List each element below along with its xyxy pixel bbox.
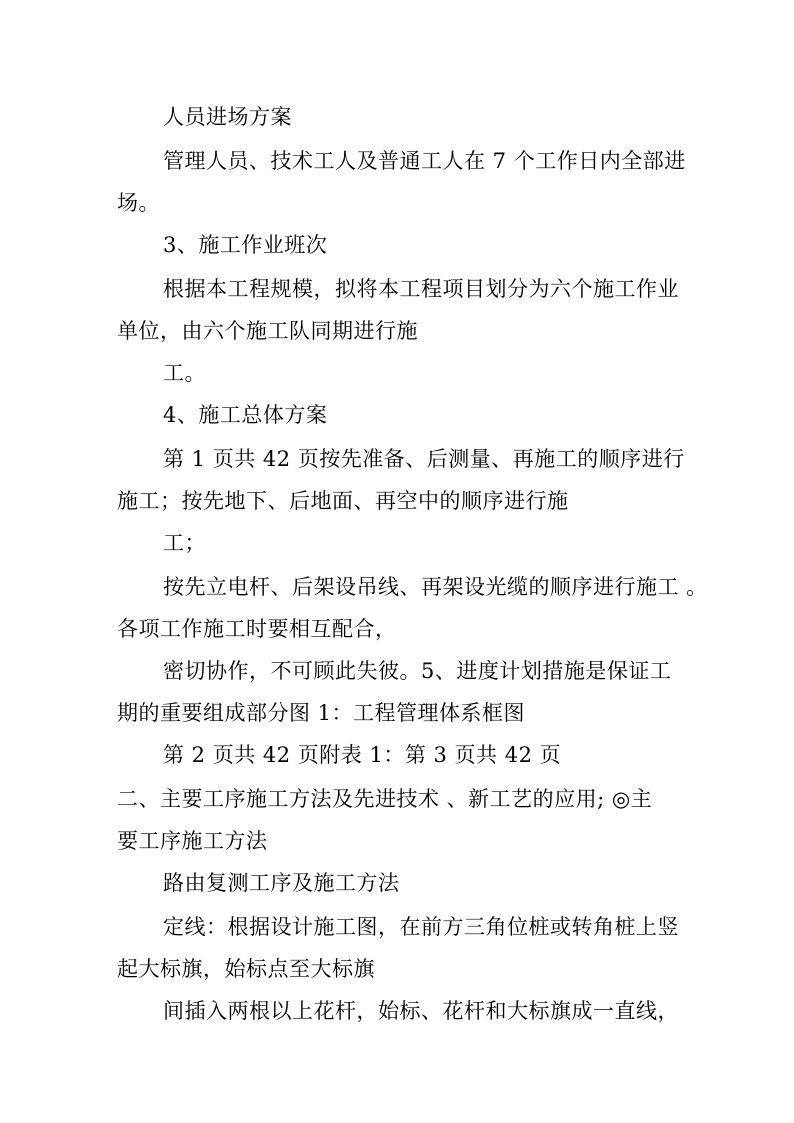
paragraph-line: 各项工作施工时要相互配合， [117,617,397,641]
section-heading-overall-plan: 4、施工总体方案 [163,403,328,427]
paragraph-line: 场。 [117,191,160,215]
page-footer-line: 第 2 页共 42 页附表 1：第 3 页共 42 页 [163,743,562,767]
paragraph-line: 施工；按先地下、后地面、再空中的顺序进行施 [117,489,569,513]
paragraph-line: 起大标旗，始标点至大标旗 [117,957,375,981]
subheading-route-survey: 路由复测工序及施工方法 [163,871,400,895]
paragraph-line: 密切协作，不可顾此失彼。5、进度计划措施是保证工 [163,659,672,683]
paragraph-line: 工。 [163,361,206,385]
section-heading-main-procedures: 二、主要工序施工方法及先进技术 、新工艺的应用; ◎主 [117,787,653,811]
paragraph-line: 按先立电杆、后架设吊线、再架设光缆的顺序进行施工 。 [163,575,708,599]
paragraph-line: 定线：根据设计施工图，在前方三角位桩或转角桩上竖 [163,915,679,939]
paragraph-line: 管理人员、技术工人及普通工人在 7 个工作日内全部进 [163,149,686,173]
paragraph-heading-personnel: 人员进场方案 [163,105,292,129]
paragraph-line: 间插入两根以上花杆，始标、花杆和大标旗成一直线， [163,999,679,1023]
paragraph-line: 期的重要组成部分图 1：工程管理体系框图 [117,701,526,725]
paragraph-line: 第 1 页共 42 页按先准备、后测量、再施工的顺序进行 [163,447,685,471]
paragraph-line: 根据本工程规模，拟将本工程项目划分为六个施工作业 [163,277,679,301]
paragraph-line: 要工序施工方法 [117,829,268,853]
paragraph-line: 工； [163,531,206,555]
paragraph-line: 单位，由六个施工队同期进行施 [117,319,418,343]
section-heading-shifts: 3、施工作业班次 [163,233,328,257]
